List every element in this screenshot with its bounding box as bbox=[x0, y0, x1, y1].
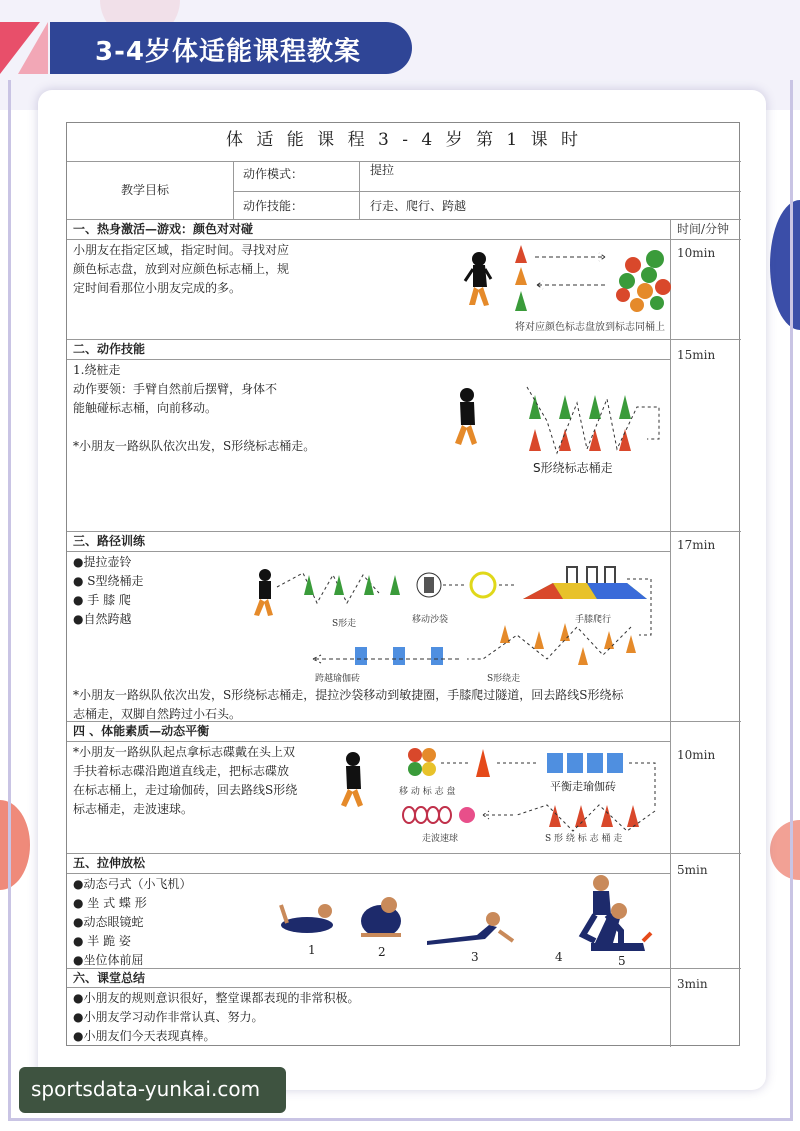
cone-icon bbox=[304, 575, 400, 595]
section-5-time: 5min bbox=[677, 863, 708, 877]
grid-line bbox=[67, 741, 670, 742]
grid-line bbox=[67, 873, 670, 874]
section-2-text bbox=[73, 361, 315, 456]
child-running-icon bbox=[465, 252, 491, 306]
stretch-pose-5 bbox=[585, 893, 665, 953]
grid-line bbox=[67, 987, 670, 988]
section-1-title: 一、热身激活—游戏：颜色对对碰 bbox=[73, 222, 254, 236]
section-1-caption: 将对应颜色标志盘放到标志同桶上 bbox=[515, 322, 665, 333]
balance-illustration bbox=[337, 745, 667, 845]
objectives-label: 教学目标 bbox=[121, 183, 170, 197]
yoga-brick-icon bbox=[547, 753, 623, 773]
disc-icon bbox=[408, 748, 436, 776]
grid-line bbox=[67, 853, 741, 854]
path-training-illustration bbox=[247, 563, 667, 673]
section-4-time: 10min bbox=[677, 748, 716, 762]
section-1-time: 10min bbox=[677, 246, 716, 260]
grid-line bbox=[359, 161, 360, 219]
section-3-time: 17min bbox=[677, 538, 716, 552]
grid-line bbox=[67, 531, 741, 532]
child-stretch-icon bbox=[361, 897, 401, 937]
section-6-title: 六、课堂总结 bbox=[73, 971, 146, 985]
agility-ring-icon bbox=[471, 573, 495, 597]
section-3-title: 三、路径训练 bbox=[73, 534, 146, 548]
grid-line bbox=[67, 359, 670, 360]
stretch-number: 3 bbox=[471, 950, 479, 964]
text-line: 动作要领：手臂自然前后摆臂，身体不 bbox=[73, 382, 278, 396]
section-2-caption: S形绕标志桶走 bbox=[533, 461, 613, 475]
cone-icon bbox=[476, 749, 490, 777]
text-line: 志桶走，双脚自然跨过小石头。 bbox=[73, 707, 242, 721]
grid-line bbox=[67, 161, 741, 162]
caption-move-disc: 移 动 标 志 盘 bbox=[399, 787, 456, 797]
list-item: ● 手 膝 爬 bbox=[73, 593, 131, 607]
yoga-brick-icon bbox=[355, 647, 443, 665]
caption-s-walk: S形走 bbox=[332, 619, 357, 629]
banner-accent bbox=[18, 22, 48, 74]
stretch-number: 1 bbox=[308, 943, 316, 957]
movement-mode-label: 动作模式： bbox=[243, 167, 304, 181]
child-running-icon bbox=[455, 388, 477, 445]
watermark-text: sportsdata-yunkai.com bbox=[31, 1077, 261, 1101]
list-item: ●自然跨越 bbox=[73, 612, 132, 626]
frame-line bbox=[790, 80, 793, 1120]
caption-yoga-brick: 平衡走瑜伽砖 bbox=[550, 780, 616, 793]
list-item: ●小朋友们今天表现真棒。 bbox=[73, 1029, 216, 1043]
stretch-number: 4 bbox=[555, 950, 563, 964]
stretch-number: 2 bbox=[378, 945, 386, 959]
child-stretch-icon bbox=[427, 912, 513, 945]
child-stretch-icon bbox=[591, 903, 651, 951]
text-line: 颜色标志盘，放到对应颜色标志桶上，规 bbox=[73, 262, 290, 276]
list-item: ●小朋友学习动作非常认真、努力。 bbox=[73, 1010, 264, 1024]
child-running-icon bbox=[254, 569, 273, 616]
movement-skill-value: 行走、爬行、跨越 bbox=[370, 199, 467, 213]
text-line: *小朋友一路纵队起点拿标志碟戴在头上双 bbox=[73, 745, 296, 759]
time-header: 时间/分钟 bbox=[677, 222, 730, 236]
text-line: 标志桶走，走波速球。 bbox=[73, 802, 194, 816]
section-1-text bbox=[73, 241, 289, 298]
watermark bbox=[19, 1067, 286, 1113]
tunnel-icon bbox=[523, 567, 647, 599]
frame-line bbox=[8, 1118, 793, 1121]
section-5-items bbox=[73, 875, 191, 970]
section-6-time: 3min bbox=[677, 977, 708, 991]
disc-icon bbox=[616, 250, 671, 312]
movement-mode-value: 提拉 bbox=[370, 163, 395, 177]
banner-title: 3-4岁体适能课程教案 bbox=[95, 37, 361, 67]
section-2-time: 15min bbox=[677, 348, 716, 362]
grid-line bbox=[670, 219, 671, 1047]
text-line: 1.绕桩走 bbox=[73, 363, 121, 377]
cone-icon bbox=[549, 805, 639, 827]
section-4-text bbox=[73, 743, 297, 819]
section-3-note bbox=[73, 686, 623, 724]
decor-circle bbox=[0, 800, 30, 890]
section-5-title: 五、拉伸放松 bbox=[73, 856, 146, 870]
stretch-number: 5 bbox=[618, 954, 626, 968]
grid-line bbox=[67, 551, 670, 552]
list-item: ●小朋友的规则意识很好，整堂课都表现的非常积极。 bbox=[73, 991, 360, 1005]
text-line: 在标志桶上，走过瑜伽砖，回去路线S形绕 bbox=[73, 783, 298, 797]
caption-s-around-4: S 形 绕 标 志 桶 走 bbox=[545, 834, 623, 844]
text-line: 手扶着标志碟沿跑道直线走，把标志碟放 bbox=[73, 764, 290, 778]
bosu-ball-icon bbox=[403, 807, 475, 823]
cone-icon bbox=[500, 623, 636, 665]
section-3-items bbox=[73, 553, 144, 629]
caption-s-around: S形绕走 bbox=[487, 674, 521, 684]
sandbag-icon bbox=[424, 577, 434, 593]
frame-line bbox=[8, 80, 11, 1120]
list-item: ●提拉壶铃 bbox=[73, 555, 132, 569]
s-weave-illustration bbox=[447, 383, 667, 463]
list-item: ● S型绕桶走 bbox=[73, 574, 144, 588]
section-2-title: 二、动作技能 bbox=[73, 342, 146, 356]
decor-circle bbox=[770, 820, 800, 880]
list-item: ●动态眼镜蛇 bbox=[73, 915, 144, 929]
lesson-table bbox=[66, 122, 740, 1046]
lesson-title: 体 适 能 课 程 3 - 4 岁 第 1 课 时 bbox=[225, 130, 583, 150]
text-line: *小朋友一路纵队依次出发，S形绕标志桶走，提拉沙袋移动到敏捷圈，手膝爬过隧道，回去路线S形绕标 bbox=[73, 688, 624, 702]
caption-cross-brick: 跨越瑜伽砖 bbox=[315, 674, 361, 684]
list-item: ●动态弓式（小飞机） bbox=[73, 877, 192, 891]
list-item: ● 坐 式 蝶 形 bbox=[73, 896, 147, 910]
list-item: ●坐位体前屈 bbox=[73, 953, 144, 967]
grid-line bbox=[67, 339, 741, 340]
grid-line bbox=[233, 161, 234, 219]
text-line: 能触碰标志桶，向前移动。 bbox=[73, 401, 218, 415]
cone-icon bbox=[515, 245, 527, 311]
section-4-title: 四 、体能素质—动态平衡 bbox=[73, 724, 210, 738]
child-stretch-icon bbox=[281, 904, 333, 933]
child-running-icon bbox=[341, 752, 363, 807]
header-banner bbox=[0, 22, 415, 74]
movement-skill-label: 动作技能： bbox=[243, 199, 304, 213]
caption-hand-knee: 手膝爬行 bbox=[575, 615, 612, 625]
text-line bbox=[73, 418, 315, 437]
color-match-illustration bbox=[457, 243, 677, 319]
grid-line bbox=[233, 191, 741, 192]
text-line: 小朋友在指定区域，指定时间。寻找对应 bbox=[73, 243, 290, 257]
caption-bosu: 走波速球 bbox=[422, 834, 459, 844]
decor-circle bbox=[770, 200, 800, 330]
caption-move-bag: 移动沙袋 bbox=[412, 615, 449, 625]
list-item: ● 半 跪 姿 bbox=[73, 934, 131, 948]
text-line: 定时间看那位小朋友完成的多。 bbox=[73, 281, 242, 295]
text-line: *小朋友一路纵队依次出发，S形绕标志桶走。 bbox=[73, 439, 316, 453]
grid-line bbox=[67, 239, 741, 240]
section-6-items bbox=[73, 989, 359, 1046]
